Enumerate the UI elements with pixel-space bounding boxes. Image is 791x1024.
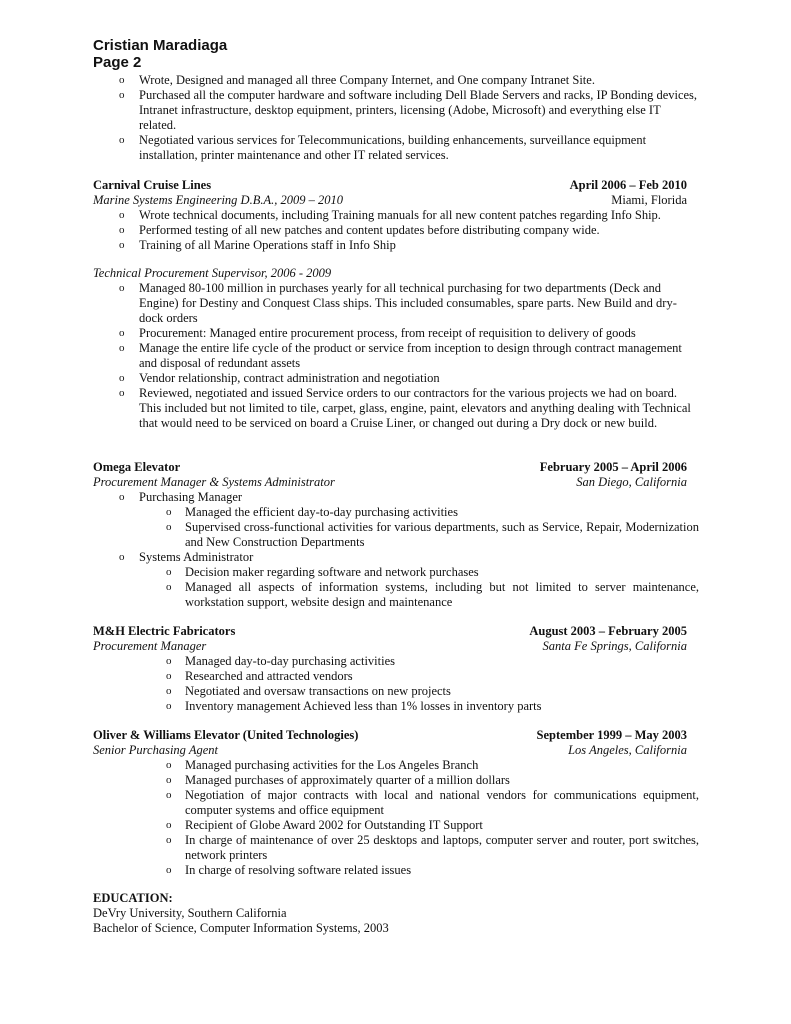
job-mh-electric (93, 624, 687, 714)
list-item: o Managed 80-100 million in purchases yearly for all technical purchasing for two departments (Deck and Engine) for Destiny and Conquest Class ships. This included consumables, spare parts. New Build and dry-dock orders (119, 281, 677, 325)
job-carnival (93, 178, 687, 253)
bullet-icon: o (166, 774, 172, 786)
list-item: o Managed purchasing activities for the Los Angeles Branch (166, 758, 479, 772)
list-item: o Managed all aspects of information systems, including but not limited to server maintenance, workstation support, website design and maintenance (166, 580, 699, 609)
bullet-icon: o (166, 506, 172, 518)
bullet-icon: o (119, 224, 125, 236)
list-item: o Systems Administrator (119, 550, 254, 564)
list-item: o Procurement: Managed entire procurement process, from receipt of requisition to delivery of goods (119, 326, 636, 340)
list-item: o Negotiation of major contracts with local and national vendors for communications equipment, computer systems and office equipment (166, 788, 699, 817)
list-item: o Managed the efficient day-to-day purchasing activities (166, 505, 458, 519)
list-item: o Performed testing of all new patches and content updates before distributing company wide. (119, 223, 600, 237)
bullet-icon: o (166, 864, 172, 876)
list-item: o Recipient of Globe Award 2002 for Outstanding IT Support (166, 818, 483, 832)
job-location: Los Angeles, California (568, 743, 687, 757)
bullet-icon: o (166, 655, 172, 667)
previous-job-bullets (93, 73, 698, 163)
job-role: Procurement Manager (93, 639, 207, 653)
list-item: o Wrote, Designed and managed all three Company Internet, and One company Intranet Site. (119, 73, 595, 87)
page-number: Page 2 (93, 54, 142, 71)
list-item: o In charge of maintenance of over 25 desktops and laptops, computer server and router, port switches, network printers (166, 833, 699, 862)
bullet-icon: o (166, 685, 172, 697)
job-oliver-williams (93, 728, 699, 878)
job-omega (93, 460, 699, 610)
bullet-icon: o (119, 342, 125, 354)
bullet-icon: o (119, 134, 125, 146)
bullet-icon: o (119, 491, 125, 503)
job-role: Marine Systems Engineering D.B.A., 2009 – 2010 (93, 193, 343, 207)
list-item: o Managed purchases of approximately quarter of a million dollars (166, 773, 510, 787)
bullet-icon: o (119, 387, 125, 399)
bullet-icon: o (119, 74, 125, 86)
job-role: Procurement Manager & Systems Administrator (93, 475, 335, 489)
bullet-icon: o (166, 670, 172, 682)
job-role: Technical Procurement Supervisor, 2006 - 2009 (93, 266, 332, 280)
employment-dates: February 2005 – April 2006 (539, 460, 687, 474)
employment-dates: April 2006 – Feb 2010 (569, 178, 687, 192)
list-item: o Reviewed, negotiated and issued Service orders to our contractors for the various projects we had on board. This included but not limited to tile, carpet, glass, engine, paint, elevators and anything dealing with Technical that would need to be serviced on board a Cruise Liner, or changed out during a Dry dock or new build. (119, 386, 691, 430)
bullet-icon: o (166, 759, 172, 771)
list-item: o Manage the entire life cycle of the product or service from inception to design through contract management and disposal of redundant assets (119, 341, 682, 370)
job-role: Senior Purchasing Agent (93, 743, 218, 757)
employment-dates: September 1999 – May 2003 (536, 728, 687, 742)
bullet-icon: o (166, 566, 172, 578)
bullet-icon: o (166, 581, 172, 593)
bullet-icon: o (119, 551, 125, 563)
company-name: M&H Electric Fabricators (93, 624, 236, 638)
list-item: o Inventory management Achieved less than 1% losses in inventory parts (166, 699, 542, 713)
list-item: o Vendor relationship, contract administration and negotiation (119, 371, 440, 385)
degree: Bachelor of Science, Computer Information Systems, 2003 (93, 921, 389, 935)
list-item: o Purchased all the computer hardware and software including Dell Blade Servers and racks, IP Bonding devices, Intranet infrastructure, desktop equipment, printers, licensing (Adobe, Microsoft) and everything else IT related. (119, 88, 698, 132)
job-location: San Diego, California (576, 475, 687, 489)
list-item: o Negotiated and oversaw transactions on new projects (166, 684, 451, 698)
bullet-icon: o (166, 789, 172, 801)
list-item: o Purchasing Manager (119, 490, 243, 504)
bullet-icon: o (166, 819, 172, 831)
bullet-icon: o (119, 209, 125, 221)
bullet-icon: o (166, 834, 172, 846)
bullet-icon: o (119, 282, 125, 294)
education-section (93, 891, 687, 936)
list-item: o Wrote technical documents, including Training manuals for all new content patches regarding Info Ship. (119, 208, 661, 222)
bullet-icon: o (166, 521, 172, 533)
bullet-icon: o (119, 372, 125, 384)
list-item: o In charge of resolving software related issues (166, 863, 412, 877)
company-name: Carnival Cruise Lines (93, 178, 212, 192)
section-heading: EDUCATION: (93, 891, 173, 905)
job-carnival-role2 (93, 266, 691, 431)
bullet-icon: o (119, 89, 125, 101)
bullet-icon: o (119, 239, 125, 251)
list-item: o Supervised cross-functional activities for various departments, such as Service, Repair, Modernization and New Construction Departments (166, 520, 699, 549)
bullet-icon: o (119, 327, 125, 339)
job-location: Miami, Florida (611, 193, 687, 207)
job-location: Santa Fe Springs, California (542, 639, 687, 653)
candidate-name: Cristian Maradiaga (93, 37, 228, 54)
list-item: o Negotiated various services for Telecommunications, building enhancements, surveillance equipment installation, printer maintenance and other IT related services. (119, 133, 647, 162)
list-item: o Training of all Marine Operations staff in Info Ship (119, 238, 396, 252)
employment-dates: August 2003 – February 2005 (529, 624, 687, 638)
school-name: DeVry University, Southern California (93, 906, 287, 920)
list-item: o Managed day-to-day purchasing activities (166, 654, 395, 668)
company-name: Omega Elevator (93, 460, 181, 474)
bullet-icon: o (166, 700, 172, 712)
list-item: o Researched and attracted vendors (166, 669, 353, 683)
company-name: Oliver & Williams Elevator (United Technologies) (93, 728, 359, 742)
list-item: o Decision maker regarding software and network purchases (166, 565, 479, 579)
